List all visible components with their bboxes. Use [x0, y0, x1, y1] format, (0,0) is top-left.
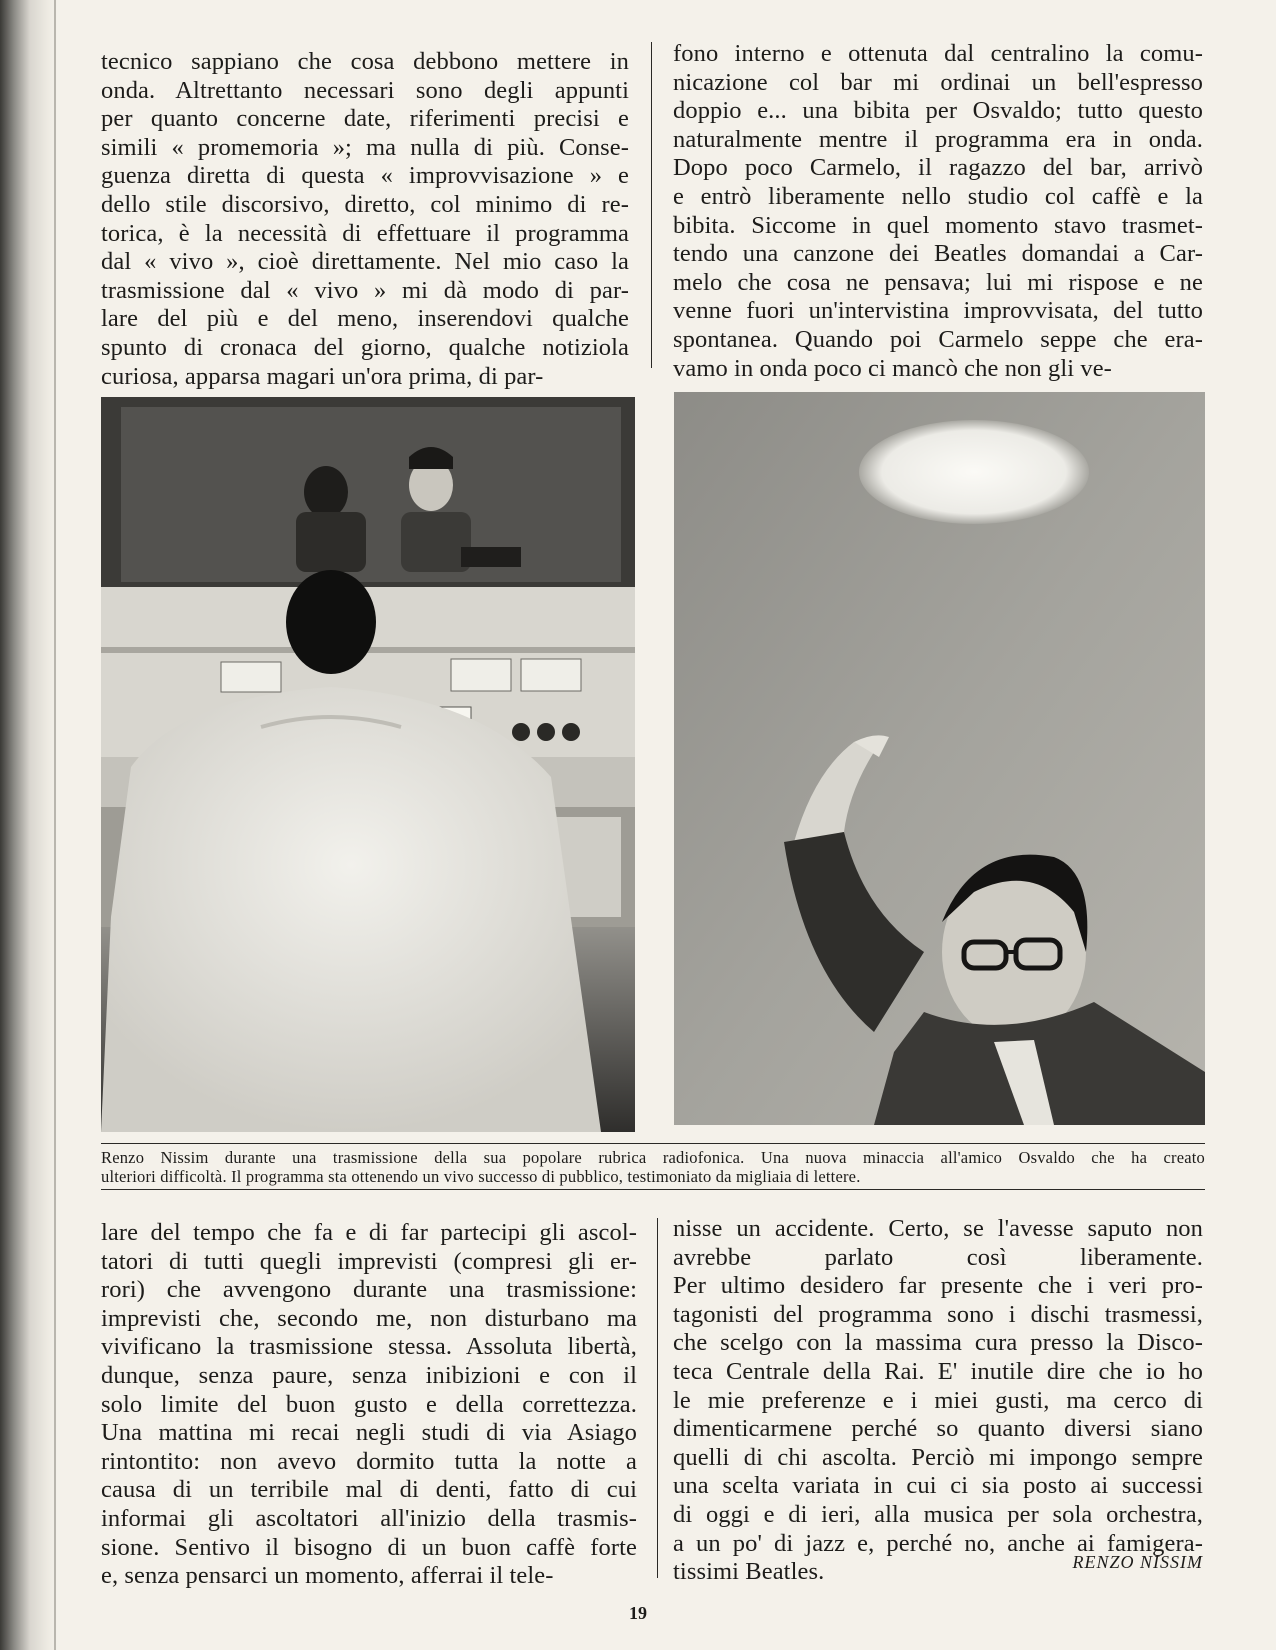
article-column-bottom-right: [673, 1215, 1203, 1587]
text-line: spontanea. Quando poi Carmelo seppe che era-: [673, 325, 1203, 353]
photo-caption: [101, 1148, 1205, 1186]
text-line: informai gli ascoltatori all'inizio della trasmis-: [101, 1504, 637, 1532]
page-number: 19: [629, 1603, 647, 1623]
text-line: fono interno e ottenuta dal centralino la comu-: [673, 40, 1203, 67]
text-line: lare del tempo che fa e di far partecipi gli ascol-: [101, 1219, 637, 1246]
text-line: doppio e... una bibita per Osvaldo; tutto questo: [673, 97, 1203, 125]
text-line: spunto di cronaca del giorno, qualche notiziola: [101, 333, 629, 361]
text-line: dunque, senza paure, senza inibizioni e con il: [101, 1361, 637, 1389]
text-line: dal « vivo », cioè direttamente. Nel mio caso la: [101, 248, 629, 276]
article-column-top-left: [101, 48, 629, 391]
article-column-bottom-left: [101, 1219, 637, 1591]
text-line: onda. Altrettanto necessari sono degli appunti: [101, 76, 629, 104]
text-line: nicazione col bar mi ordinai un bell'espresso: [673, 68, 1203, 96]
text-line: di oggi e di ieri, alla musica per sola orchestra,: [673, 1500, 1203, 1528]
text-line: Dopo poco Carmelo, il ragazzo del bar, arrivò: [673, 154, 1203, 182]
text-line: lare del più e del meno, inserendovi qualche: [101, 305, 629, 333]
caption-bottom-rule: [101, 1189, 1205, 1190]
text-line: simili « promemoria »; ma nulla di più. Conse-: [101, 133, 629, 161]
text-line: Una mattina mi recai negli studi di via Asiago: [101, 1419, 637, 1447]
article-column-top-right: [673, 40, 1203, 383]
radio-studio-photo: [101, 397, 635, 1132]
text-line: causa di un terribile mal di denti, fatto di cui: [101, 1476, 637, 1504]
text-line: tatori di tutti quegli imprevisti (compresi gli er-: [101, 1247, 637, 1275]
text-line: venne fuori un'intervistina improvvisata, del tutto: [673, 297, 1203, 325]
column-divider-top: [651, 42, 652, 368]
text-line: solo limite del buon gusto e della correttezza.: [101, 1390, 637, 1418]
radio-host-portrait-photo: [674, 392, 1205, 1125]
text-line: teca Centrale della Rai. E' inutile dire che io ho: [673, 1357, 1203, 1385]
text-line: sione. Sentivo il bisogno di un buon caffè forte: [101, 1533, 637, 1561]
caption-line-2: ulteriori difficoltà. Il programma sta ottenendo un vivo successo di pubblico, testimoniato da migliaia di lettere.: [101, 1167, 861, 1186]
text-line: tendo una canzone dei Beatles domandai a Car-: [673, 240, 1203, 268]
text-line: curiosa, apparsa magari un'ora prima, di par-: [101, 362, 544, 390]
text-line: naturalmente mentre il programma era in onda.: [673, 125, 1203, 153]
text-line: melo che cosa ne pensava; lui mi rispose e ne: [673, 268, 1203, 296]
radio-host-illustration: [674, 392, 1205, 1125]
text-line: Per ultimo desidero far presente che i veri pro-: [673, 1272, 1203, 1300]
column-divider-bottom: [657, 1218, 658, 1578]
text-line: le mie preferenze e i miei gusti, ma cerco di: [673, 1386, 1203, 1414]
binding-shadow: [0, 0, 58, 1650]
text-line: tissimi Beatles.: [673, 1558, 825, 1586]
text-line: vamo in onda poco ci mancò che non gli ve-: [673, 354, 1112, 382]
text-line: bibita. Siccome in quel momento stavo trasmet-: [673, 211, 1203, 239]
author-signature: RENZO NISSIM: [1072, 1552, 1203, 1572]
text-line: e, senza pensarci un momento, afferrai il tele-: [101, 1562, 554, 1590]
text-line: guenza diretta di questa « improvvisazione » e: [101, 162, 629, 190]
caption-top-rule: [101, 1143, 1205, 1144]
text-line: torica, è la necessità di effettuare il programma: [101, 219, 629, 247]
text-line: e entrò liberamente nello studio col caffè e la: [673, 182, 1203, 210]
caption-line-1: Renzo Nissim durante una trasmissione della sua popolare rubrica radiofonica. Una nuova minaccia all'amico Osvaldo che ha creato: [101, 1148, 1205, 1167]
radio-studio-illustration: [101, 397, 635, 1132]
text-line: nisse un accidente. Certo, se l'avesse saputo non: [673, 1215, 1203, 1242]
text-line: che scelgo con la massima cura presso la Disco-: [673, 1329, 1203, 1357]
text-line: trasmissione dal « vivo » mi dà modo di par-: [101, 276, 629, 304]
text-line: avrebbe parlato così liberamente.: [673, 1243, 1203, 1271]
text-line: rintontito: non avevo dormito tutta la notte a: [101, 1447, 637, 1475]
text-line: imprevisti che, secondo me, non disturbano ma: [101, 1304, 637, 1332]
text-line: vivificano la trasmissione stessa. Assoluta libertà,: [101, 1333, 637, 1361]
text-line: una scelta variata in cui ci sia posto ai successi: [673, 1472, 1203, 1500]
text-line: tagonisti del programma sono i dischi trasmessi,: [673, 1300, 1203, 1328]
page-edge: [54, 0, 56, 1650]
text-line: quelli di chi ascolta. Perciò mi impongo sempre: [673, 1443, 1203, 1471]
text-line: per quanto concerne date, riferimenti precisi e: [101, 105, 629, 133]
text-line: dimenticarmene perché so quanto diversi siano: [673, 1415, 1203, 1443]
text-line: rori) che avvengono durante una trasmissione:: [101, 1276, 637, 1304]
text-line: tecnico sappiano che cosa debbono mettere in: [101, 48, 629, 75]
text-line: dello stile discorsivo, diretto, col minimo di re-: [101, 190, 629, 218]
text-line: a un po' di jazz e, perché no, anche ai famigera-: [673, 1529, 1203, 1557]
